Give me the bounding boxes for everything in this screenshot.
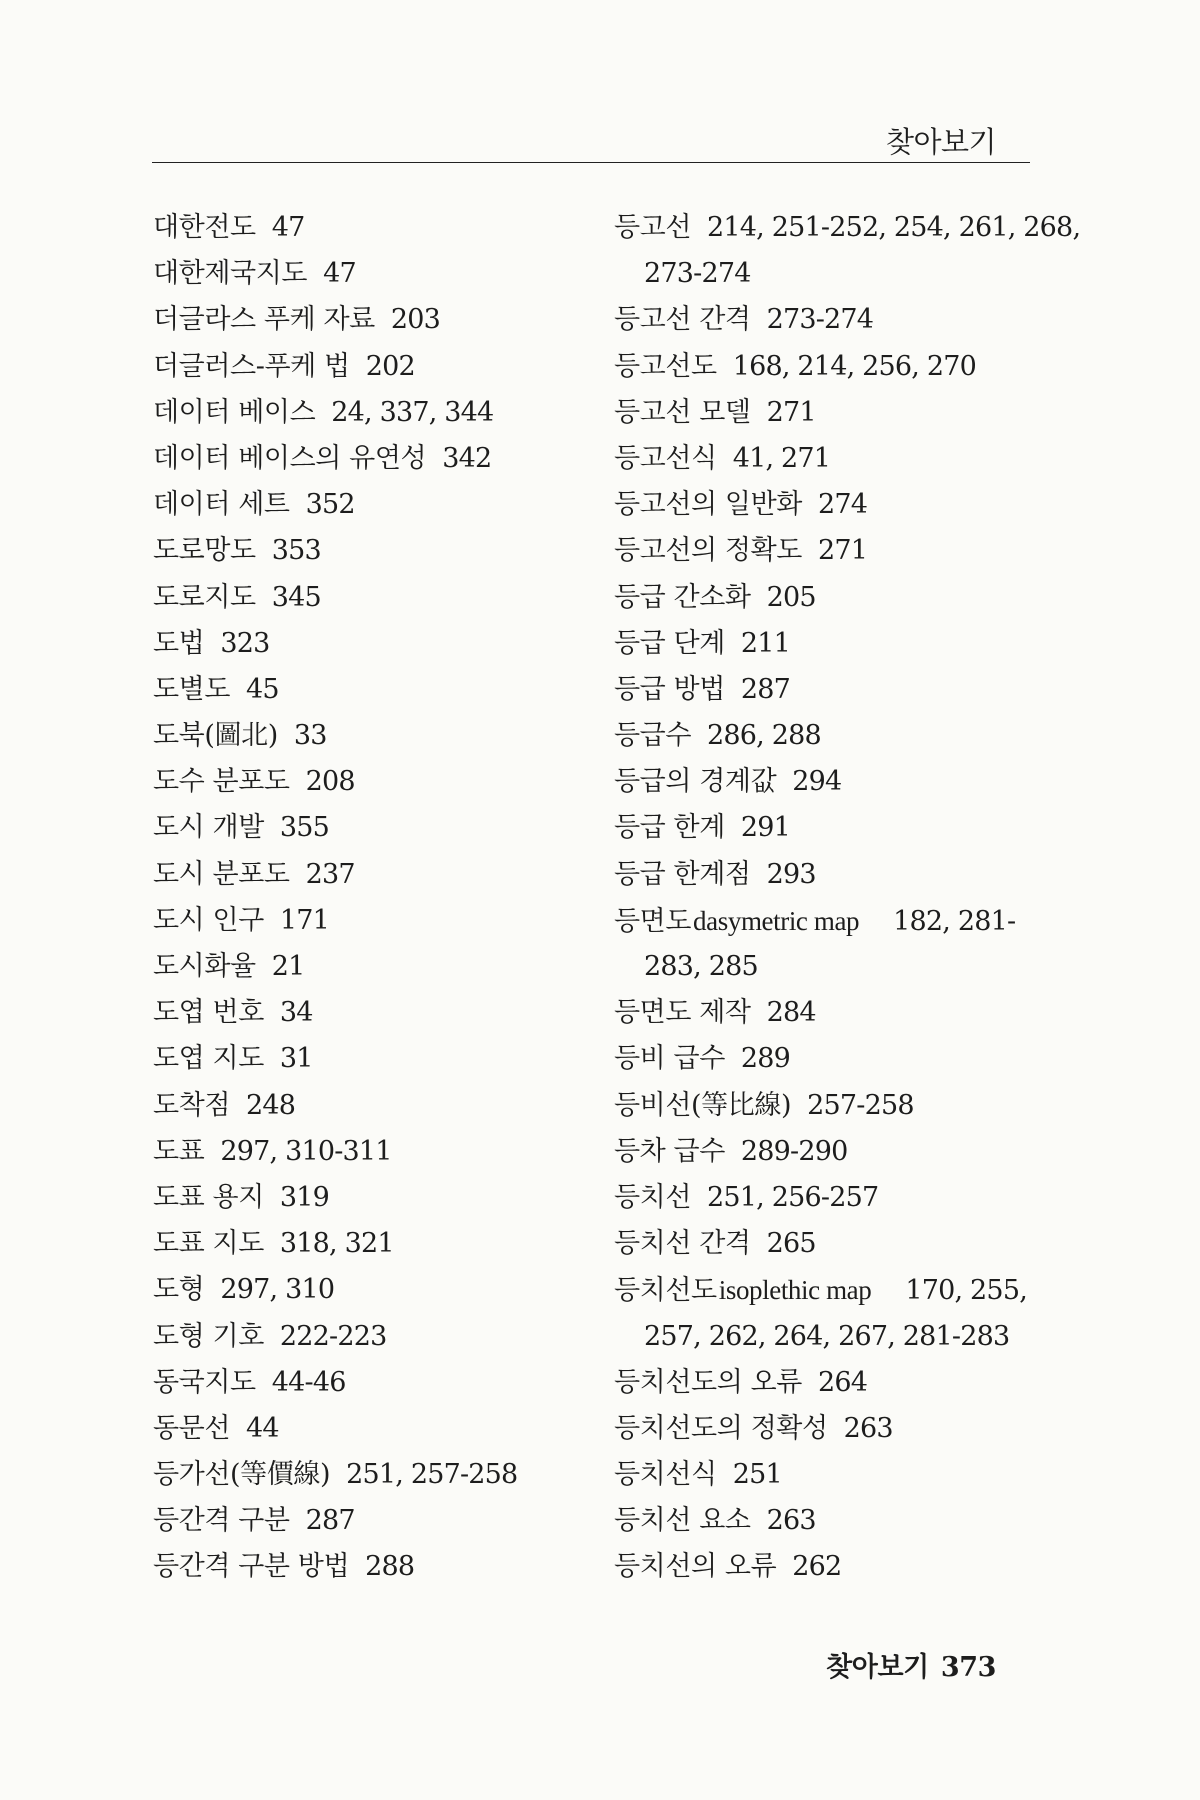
index-entry-term: 도착점 (153, 1089, 231, 1121)
index-entry (614, 1406, 1034, 1452)
index-entry-pages: 263 (843, 1412, 893, 1444)
index-entry-term: 등고선식 (614, 442, 717, 474)
index-entry-term: 등급 방법 (614, 673, 725, 705)
index-column-left (153, 205, 613, 1591)
index-entry-term: 등급 단계 (614, 627, 725, 659)
running-header (152, 112, 1030, 163)
index-entry (614, 528, 1034, 574)
index-entry-pages: 289-290 (740, 1135, 848, 1167)
index-entry-pages: 323 (220, 627, 270, 659)
index-entry-term: 등고선 (614, 212, 692, 243)
index-entry-pages: 47 (323, 258, 356, 290)
index-entry-term: 도수 분포도 (153, 766, 290, 798)
index-entry (614, 1175, 1034, 1221)
index-entry-pages: 265 (766, 1228, 816, 1260)
index-entry-term: 등가선(等價線) (153, 1459, 331, 1491)
index-entry (153, 390, 613, 436)
index-entry (153, 1360, 613, 1406)
index-entry-pages: 352 (305, 489, 355, 521)
index-entry (614, 1360, 1034, 1406)
index-entry-pages: 294 (792, 766, 842, 798)
index-entry-english-term: isoplethic map (718, 1275, 872, 1306)
index-entry-pages: 264 (817, 1366, 868, 1398)
index-entry (614, 1083, 1034, 1129)
index-entry-term: 도별도 (153, 673, 231, 705)
index-entry (153, 713, 613, 759)
index-entry (153, 1221, 613, 1267)
index-entry-term: 등고선도 (614, 350, 717, 382)
index-entry-term: 데이터 베이스의 유연성 (153, 442, 427, 474)
index-entry-pages: 263 (766, 1505, 816, 1537)
index-entry (153, 1129, 613, 1175)
index-entry (614, 575, 1034, 621)
index-entry-pages: 41, 271 (732, 442, 831, 474)
index-entry (153, 1452, 613, 1498)
index-entry-continuation (614, 1314, 1034, 1360)
index-entry-term: 데이터 베이스 (153, 396, 316, 428)
index-entry-term: 등치선 (614, 1181, 692, 1213)
index-entry (153, 1267, 613, 1313)
index-entry (614, 390, 1034, 436)
index-entry-term: 등간격 구분 방법 (153, 1551, 350, 1583)
footer-label: 찾아보기 (826, 1652, 929, 1683)
index-entry-term: 도법 (153, 627, 205, 659)
index-entry-pages: 237 (305, 858, 355, 890)
index-entry (153, 898, 613, 944)
index-entry-pages: 44 (246, 1412, 279, 1444)
index-entry-term: 등차 급수 (614, 1135, 725, 1167)
index-entry (153, 528, 613, 574)
index-entry-pages: 208 (305, 766, 355, 798)
index-entry (614, 297, 1034, 343)
index-entry-term: 더글라스 푸케 자료 (153, 304, 375, 336)
index-entry-pages: 251, 256-257 (707, 1181, 879, 1213)
index-entry-pages: 34 (279, 997, 313, 1029)
index-entry-pages: 33 (293, 720, 327, 752)
index-entry-term: 등치선식 (614, 1459, 717, 1491)
index-entry-term: 대한제국지도 (153, 258, 308, 290)
index-entry-term: 데이터 세트 (153, 489, 290, 521)
index-entry (614, 621, 1034, 667)
index-entry-term: 도표 (153, 1135, 205, 1167)
index-entry-pages: 202 (365, 350, 415, 382)
index-entry-pages: 170, 255, (905, 1275, 1027, 1307)
index-entry (614, 713, 1034, 759)
index-entry-term: 도형 기호 (153, 1320, 264, 1352)
index-entry (614, 898, 1034, 944)
index-entry (153, 759, 613, 805)
index-entry-english-term: dasymetric map (693, 905, 860, 936)
index-entry-term: 도로망도 (153, 535, 256, 567)
index-entry-term: 등비선(等比線) (614, 1089, 792, 1121)
index-entry-term: 도표 지도 (153, 1228, 264, 1260)
index-entry-term: 등급의 경계값 (614, 766, 777, 798)
index-entry-term: 등급 한계 (614, 812, 725, 844)
index-entry (153, 1083, 613, 1129)
index-entry-term: 도북(圖北) (153, 720, 278, 752)
index-entry (153, 1175, 613, 1221)
index-entry (614, 805, 1034, 851)
index-entry-pages: 44-46 (271, 1366, 346, 1398)
index-entry-pages: 24, 337, 344 (331, 396, 494, 428)
index-entry-term: 등급 한계점 (614, 858, 751, 890)
index-entry-pages: 168, 214, 256, 270 (732, 350, 976, 382)
index-entry-pages: 211 (740, 627, 791, 659)
index-entry (614, 1267, 1034, 1313)
index-entry-pages: 286, 288 (707, 720, 821, 752)
index-entry-term: 등고선 간격 (614, 304, 751, 336)
index-entry-term: 도형 (153, 1274, 205, 1306)
page-number: 373 (940, 1652, 996, 1683)
index-entry-term: 등치선도의 정확성 (614, 1412, 828, 1444)
index-entry (153, 667, 613, 713)
index-entry-pages: 284 (766, 997, 816, 1029)
index-entry (153, 1036, 613, 1082)
index-entry-term: 더글러스-푸케 법 (153, 350, 350, 382)
index-entry (614, 1221, 1034, 1267)
index-entry (614, 1036, 1034, 1082)
index-entry-pages: 271 (817, 535, 868, 567)
index-entry-pages: 274 (817, 489, 868, 521)
index-entry-term: 등치선 간격 (614, 1228, 751, 1260)
index-entry-pages: 345 (271, 581, 321, 613)
index-entry-pages: 273-274 (766, 304, 874, 336)
index-entry-term: 동국지도 (153, 1366, 256, 1398)
index-column-right (614, 205, 1081, 1591)
index-entry-pages: 21 (271, 951, 305, 982)
index-entry (614, 205, 1081, 251)
index-entry-term: 등고선 모델 (614, 396, 751, 428)
index-entry-term: 등간격 구분 (153, 1505, 290, 1537)
index-entry-pages: 222-223 (279, 1320, 387, 1352)
index-entry-pages: 288 (365, 1551, 415, 1583)
index-entry-pages: 273-274 (644, 258, 751, 290)
index-entry-pages: 45 (246, 673, 279, 705)
index-entry (614, 667, 1034, 713)
index-entry-term: 등치선의 오류 (614, 1551, 777, 1583)
index-entry-pages: 297, 310-311 (220, 1135, 392, 1167)
index-entry (614, 759, 1034, 805)
index-entry-pages: 291 (740, 812, 791, 844)
index-entry-pages: 289 (740, 1043, 791, 1075)
index-entry-term: 등치선 요소 (614, 1505, 751, 1537)
index-entry-term: 등면도 (614, 905, 692, 937)
index-entry (614, 1544, 1034, 1590)
index-entry-pages: 214, 251-252, 254, 261, 268, (707, 212, 1081, 243)
index-entry-pages: 47 (271, 212, 305, 243)
index-entry (614, 482, 1034, 528)
index-entry-term: 대한전도 (153, 212, 256, 243)
index-entry (614, 1452, 1034, 1498)
header-title: 찾아보기 (885, 125, 996, 159)
index-entry-term: 등비 급수 (614, 1043, 725, 1075)
index-entry-term: 도시 분포도 (153, 858, 290, 890)
index-entry (153, 251, 613, 297)
index-entry-term: 등면도 제작 (614, 997, 751, 1029)
index-entry-term: 도시 개발 (153, 812, 264, 844)
index-entry-pages: 205 (766, 581, 816, 613)
index-entry (153, 297, 613, 343)
index-entry (153, 1314, 613, 1360)
index-entry (153, 852, 613, 898)
index-entry (153, 482, 613, 528)
index-entry-pages: 271 (766, 396, 816, 428)
index-entry-term: 도시 인구 (153, 904, 264, 936)
index-entry (153, 990, 613, 1036)
index-entry-term: 도시화율 (153, 951, 256, 982)
index-entry-pages: 203 (390, 304, 440, 336)
index-entry-pages: 31 (279, 1043, 313, 1075)
index-entry-pages: 262 (792, 1551, 842, 1583)
index-entry (153, 344, 613, 390)
index-entry (614, 1129, 1034, 1175)
index-entry-term: 등고선의 정확도 (614, 535, 802, 567)
index-entry-pages: 283, 285 (644, 951, 758, 982)
index-entry (614, 990, 1034, 1036)
index-entry-pages: 182, 281- (893, 905, 1016, 937)
index-entry-pages: 251 (732, 1459, 782, 1491)
index-entry (153, 575, 613, 621)
index-entry-continuation (614, 944, 1034, 990)
index-entry-pages: 287 (740, 673, 791, 705)
index-entry-pages: 318, 321 (279, 1228, 394, 1260)
index-entry-pages: 257, 262, 264, 267, 281-283 (644, 1320, 1010, 1352)
index-entry-pages: 353 (271, 535, 321, 567)
index-entry-pages: 355 (279, 812, 330, 844)
index-entry (153, 1406, 613, 1452)
index-entry (153, 805, 613, 851)
index-entry-term: 등급 간소화 (614, 581, 751, 613)
index-entry (614, 852, 1034, 898)
index-entry (614, 344, 1034, 390)
index-entry-term: 등급수 (614, 720, 692, 752)
index-entry-term: 도엽 번호 (153, 997, 264, 1029)
index-entry-pages: 293 (766, 858, 816, 890)
index-entry-term: 도엽 지도 (153, 1043, 264, 1075)
index-entry-pages: 248 (246, 1089, 296, 1121)
index-entry (153, 1498, 613, 1544)
index-entry (153, 205, 613, 251)
index-entry-continuation (614, 251, 1034, 297)
index-entry (614, 436, 1034, 482)
index-entry-term: 동문선 (153, 1412, 231, 1444)
index-entry-pages: 171 (279, 904, 330, 936)
index-entry-term: 등고선의 일반화 (614, 489, 802, 521)
index-entry (153, 621, 613, 667)
index-entry-pages: 342 (442, 442, 492, 474)
index-entry (614, 1498, 1034, 1544)
index-entry (153, 1544, 613, 1590)
index-entry (153, 436, 613, 482)
index-entry-term: 도로지도 (153, 581, 256, 613)
index-entry-pages: 251, 257-258 (346, 1459, 518, 1491)
index-entry-term: 등치선도의 오류 (614, 1366, 802, 1398)
index-entry-term: 등치선도 (614, 1275, 717, 1307)
page-footer (826, 1645, 996, 1684)
index-entry (153, 944, 613, 990)
index-entry-pages: 319 (279, 1181, 330, 1213)
index-entry-term: 도표 용지 (153, 1181, 264, 1213)
index-entry-pages: 287 (305, 1505, 355, 1537)
index-entry-pages: 257-258 (807, 1089, 914, 1121)
index-entry-pages: 297, 310 (220, 1274, 335, 1306)
